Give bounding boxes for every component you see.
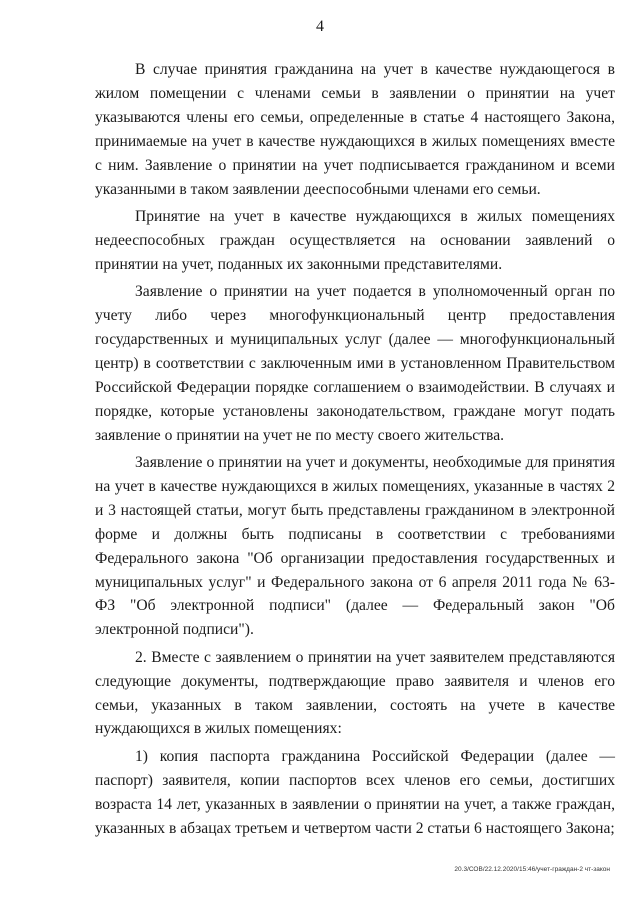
paragraph-required-documents: 2. Вместе с заявлением о принятии на учет заявителем представляются следующие документы, подтверждающие право заявителя и членов его семьи, указанных в таком заявлении, состоять на учете в качестве нуждающихся в жилых помещениях:	[95, 648, 615, 738]
paragraph-electronic-form: Заявление о принятии на учет и документы, необходимые для принятия на учет в качестве нуждающихся в жилых помещениях, указанные в частях 2 и 3 настоящей статьи, могут быть представлены гражданином в электронной форме и должны быть подписаны в соответствии с требованиями Федерального закона "Об организации предоставления государственных и муниципальных услуг" и Федерального закона от 6 апреля 2011 года № 63-ФЗ "Об электронной подписи" (далее — Федеральный закон "Об электронной подписи").	[95, 454, 615, 639]
document-body	[95, 58, 615, 844]
paragraph-passport-copy: 1) копия паспорта гражданина Российской Федерации (далее — паспорт) заявителя, копии паспортов всех членов его семьи, достигших возраста 14 лет, указанных в заявлении о принятии на учет, а также граждан, указанных в абзацах третьем и четвертом части 2 статьи 6 настоящего Закона;	[95, 747, 615, 837]
document-footer-code: 20.3/СОВ/22.12.2020/15:46/учет-граждан-2 чт-закон	[454, 866, 610, 873]
paragraph-family-members: В случае принятия гражданина на учет в качестве нуждающегося в жилом помещении с членами семьи в заявлении о принятии на учет указываются члены его семьи, определенные в статье 4 настоящего Закона, принимаемые на учет в качестве нуждающихся в жилых помещениях вместе с ним. Заявление о принятии на учет подписывается гражданином и всеми указанными в таком заявлении дееспособными членами его семьи.	[95, 61, 615, 198]
page-number: 4	[316, 18, 324, 35]
paragraph-application-submission: Заявление о принятии на учет подается в уполномоченный орган по учету либо через многофункциональный центр предоставления государственных и муниципальных услуг (далее — многофункциональный центр) в соответствии с заключенным ими в установленном Правительством Российской Федерации порядке соглашением о взаимодействии. В случаях и порядке, которые установлены законодательством, граждане могут подать заявление о принятии на учет не по месту своего жительства.	[95, 283, 615, 444]
paragraph-incapable-citizens: Принятие на учет в качестве нуждающихся в жилых помещениях недееспособных граждан осуществляется на основании заявлений о принятии на учет, поданных их законными представителями.	[95, 207, 615, 273]
